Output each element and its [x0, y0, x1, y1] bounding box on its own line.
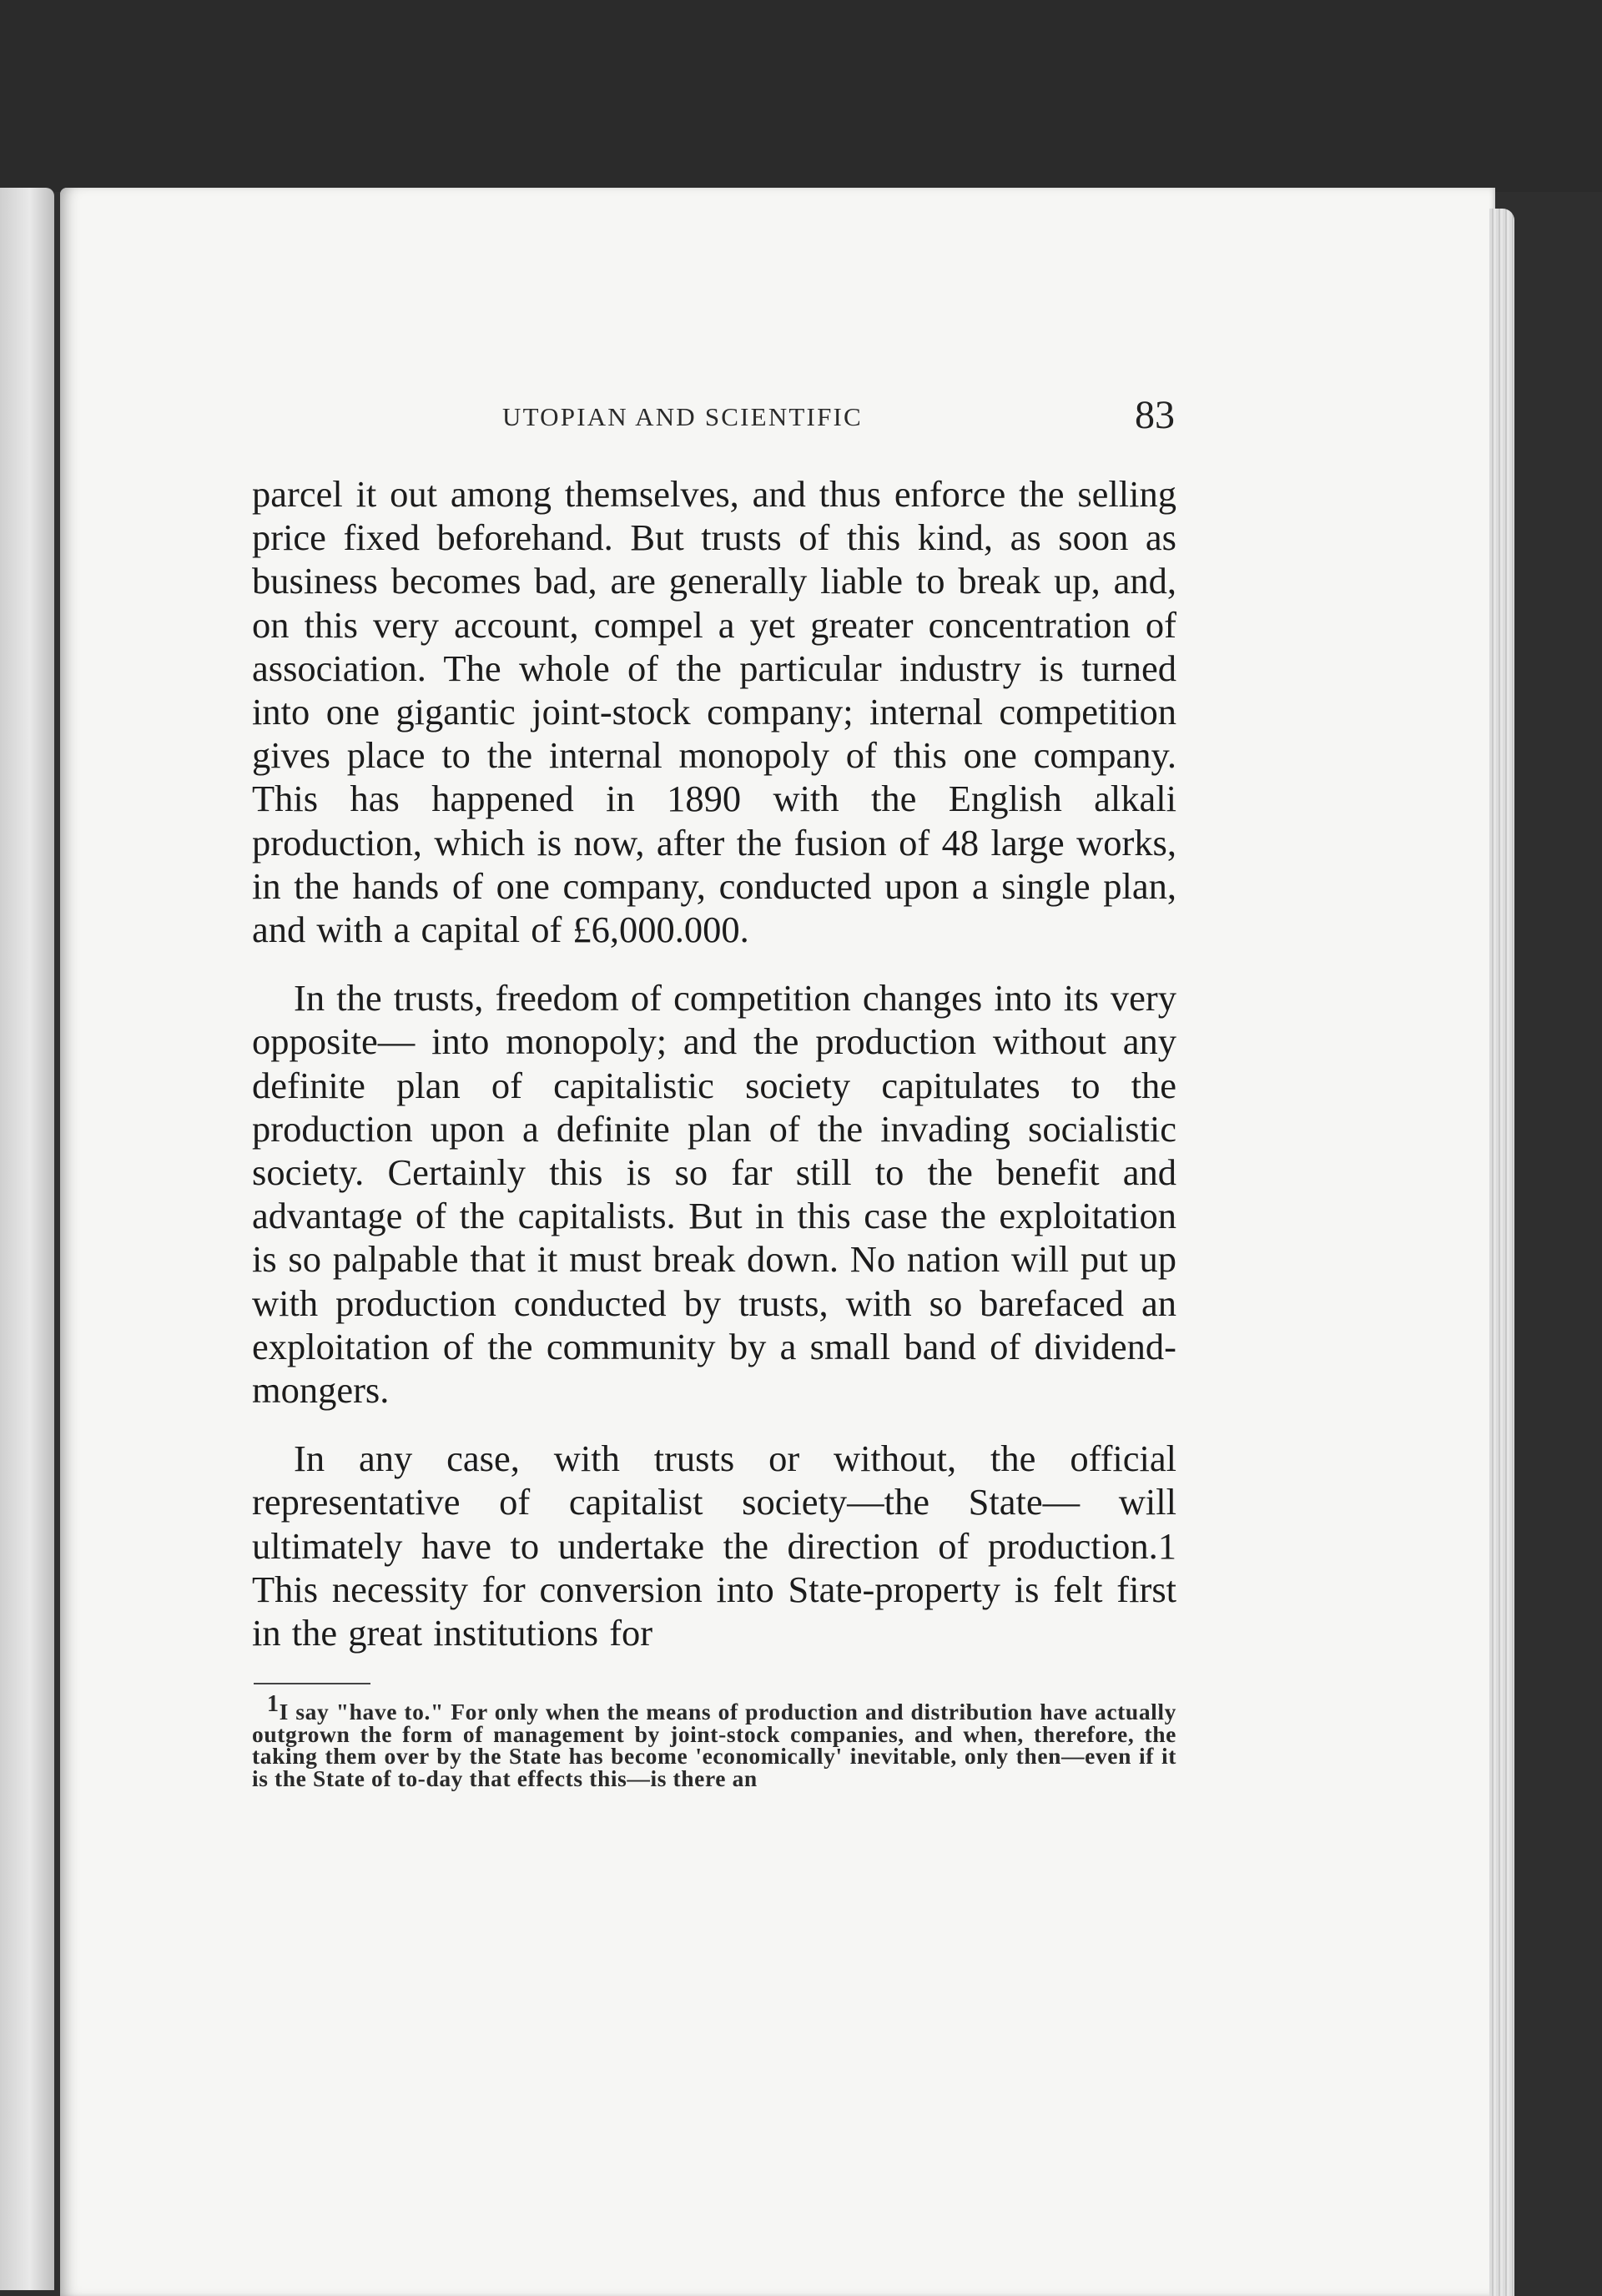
paragraph-1: parcel it out among themselves, and thus enforce the selling price fixed beforehand. But trusts of this kind, as soon as business becomes bad, are generally liable to break up, and, on this very account, compel a yet greater concentration of association. The whole of the particular industry is turned into one gigantic joint-stock company; internal competition gives place to the internal monopoly of this one company. This has happened in 1890 with the English alkali production, which is now, after the fusion of 48 large works, in the hands of one company, conducted upon a single plan, and with a capital of £6,000.000. [252, 473, 1176, 951]
page-content [252, 392, 1176, 1790]
footnote-marker: 1 [267, 1691, 280, 1718]
page-stack-edge [1489, 209, 1514, 2296]
paragraph-3: In any case, with trusts or without, the official representative of capitalist society—the State— will ultimately have to undertake the direction of production.1 This necessity for conversion into State-property is felt first in the great institutions for [252, 1438, 1176, 1654]
footnote [252, 1691, 1176, 1791]
page-number: 83 [1135, 393, 1175, 437]
footnote-rule [254, 1683, 370, 1684]
scan-background [0, 0, 1602, 192]
footnote-text: I say "have to." For only when the means of production and distribution have actually outgrown the form of management by joint-stock companies, and when, therefore, the taking them over by the State has become 'economically' inevitable, only then—even if it is the State of to-day that effects this—is there an [252, 1699, 1176, 1791]
paragraph-2: In the trusts, freedom of competition changes into its very opposite— into monopoly; and the production without any definite plan of capitalistic society capitulates to the production upon a definite plan of the invading socialistic society. Certainly this is so far still to the benefit and advantage of the capitalists. But in this case the exploitation is so palpable that it must break down. No nation will put up with production conducted by trusts, with so barefaced an exploitation of the community by a small band of dividend-mongers. [252, 977, 1176, 1412]
running-head-title: UTOPIAN AND SCIENTIFIC [502, 402, 863, 431]
running-head [252, 392, 1176, 459]
facing-page-edge [0, 188, 54, 2290]
